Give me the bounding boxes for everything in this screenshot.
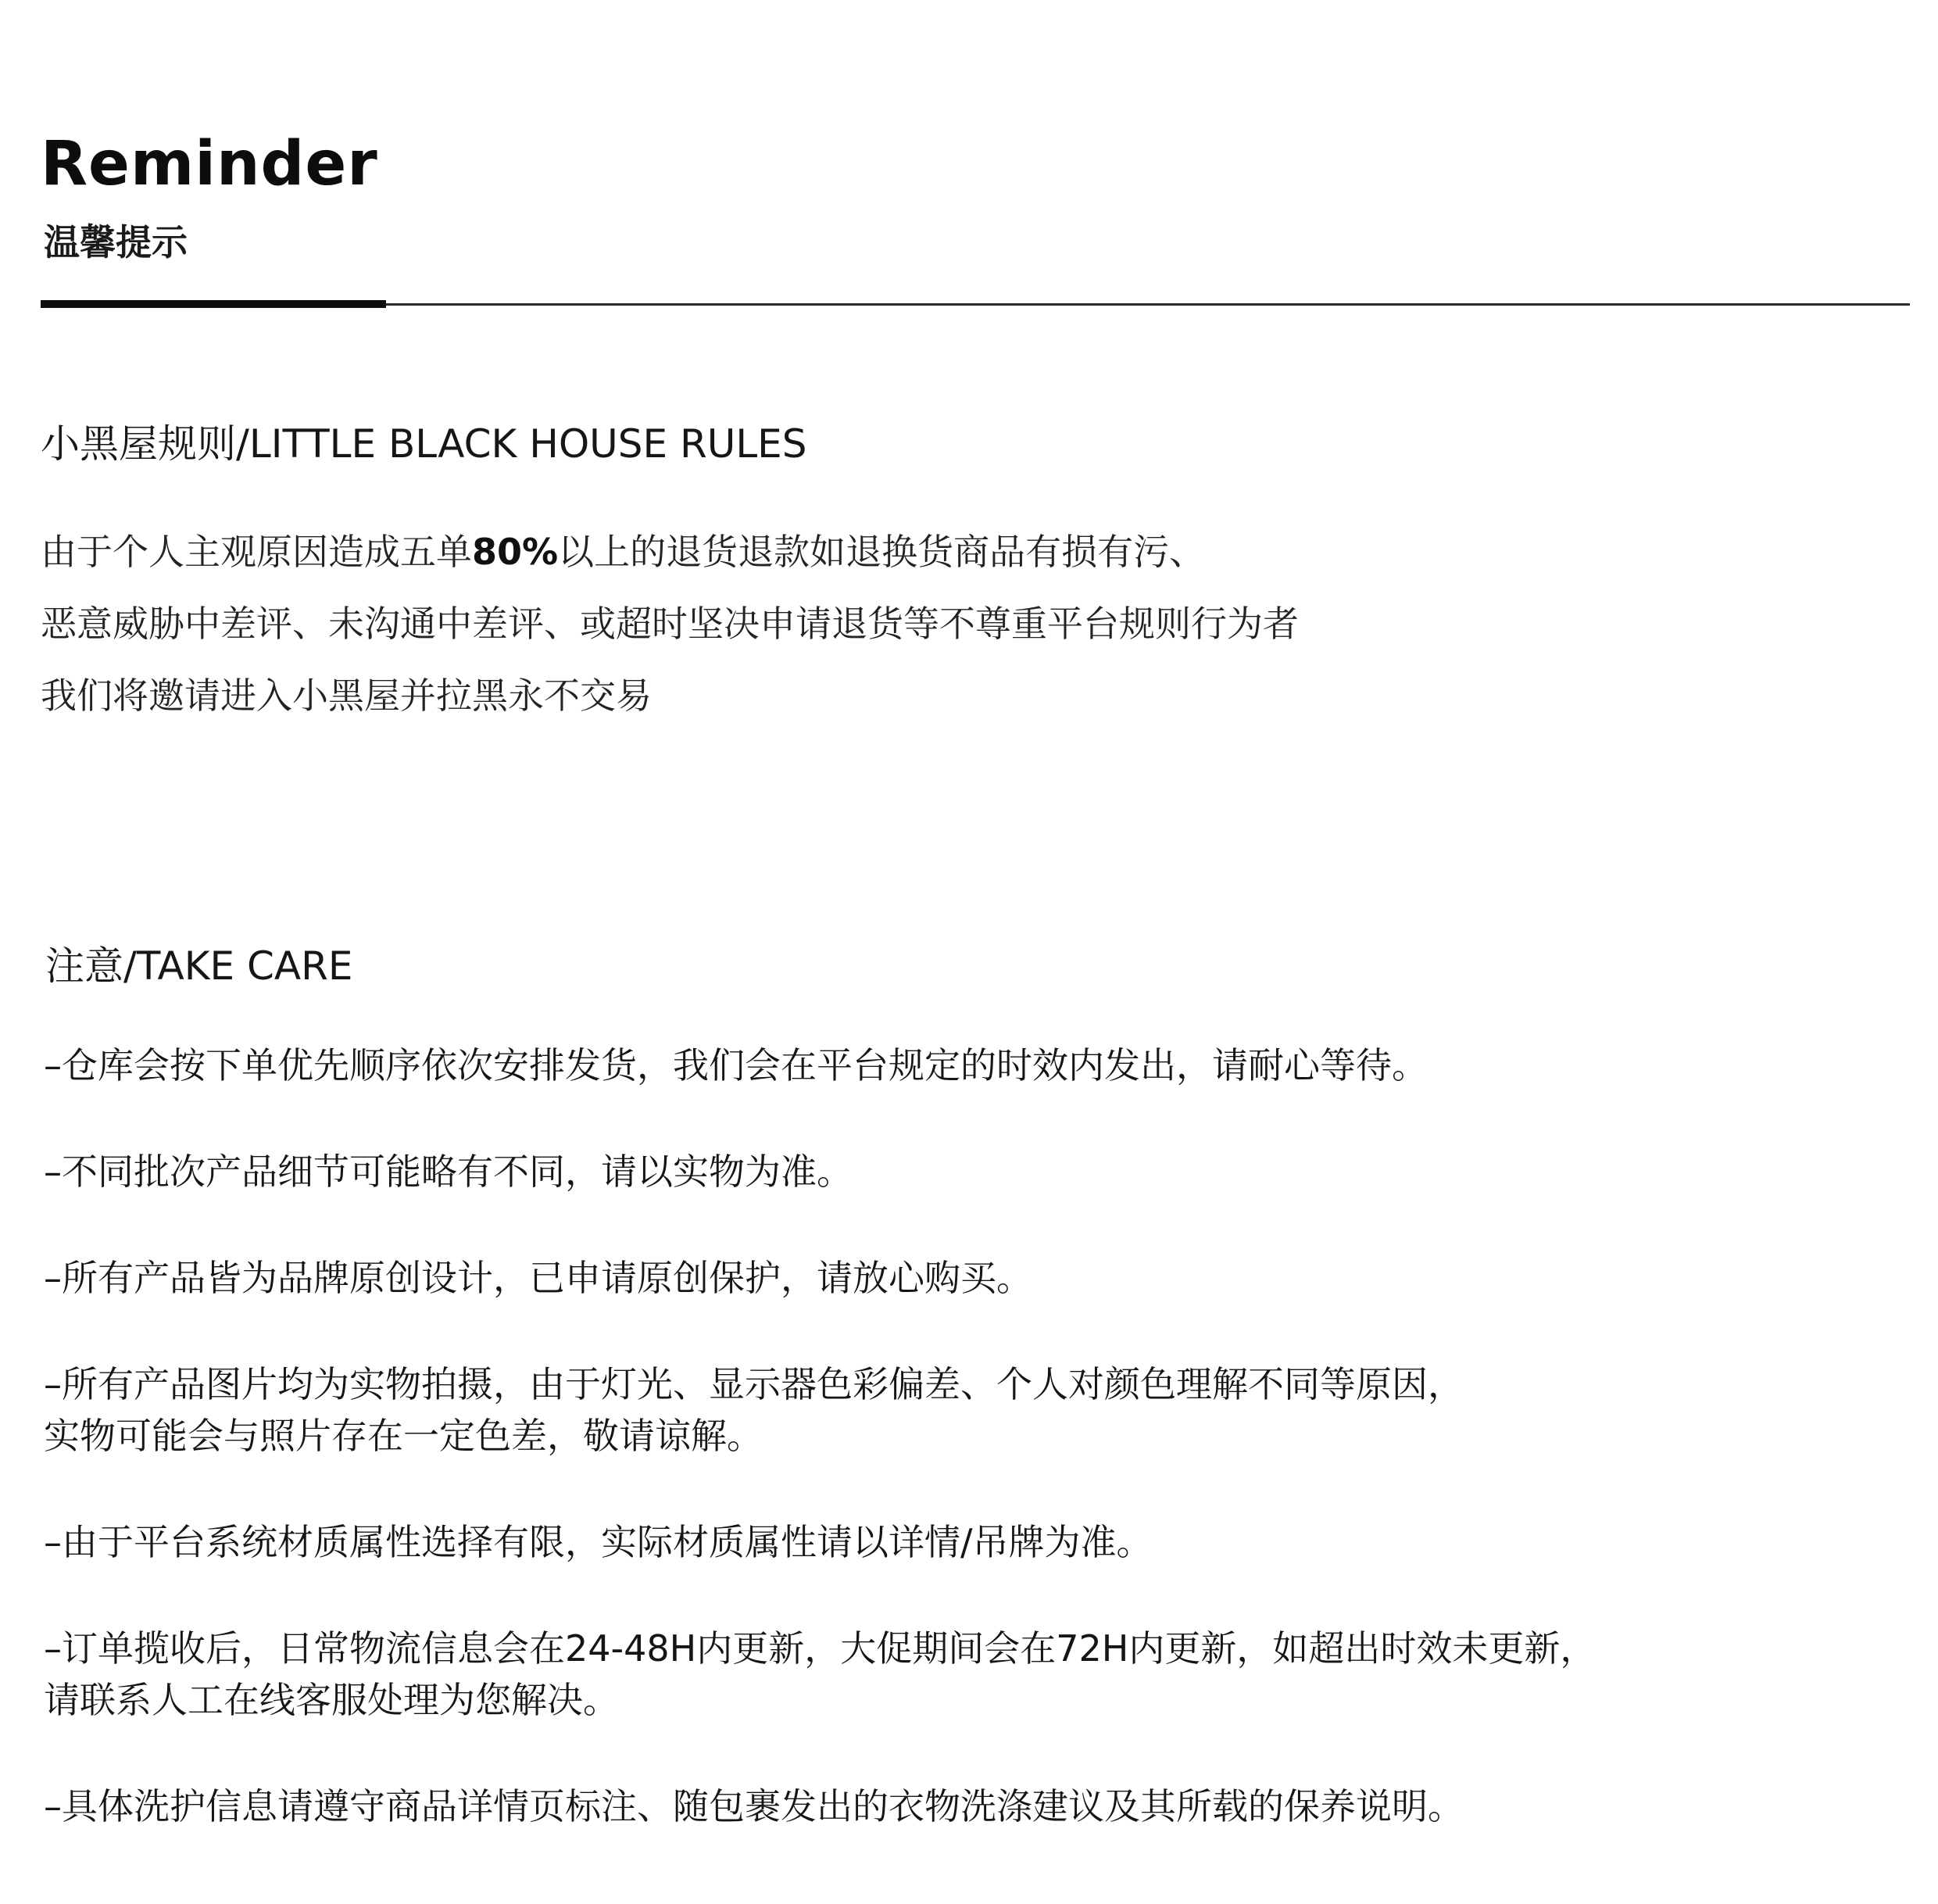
rules-heading: 小黑屋规则/LITTLE BLACK HOUSE RULES [41,421,807,467]
care-heading: 注意/TAKE CARE [45,943,353,989]
rules-line: 恶意威胁中差评、未沟通中差评、或超时坚决申请退货等不尊重平台规则行为者 [41,603,1299,645]
care-item [44,1358,1596,1462]
care-item [44,1146,1596,1197]
care-item-text: 请联系人工在线客服处理为您解决。 [44,1679,619,1721]
care-item [44,1252,1596,1304]
care-item [44,1781,1596,1832]
rules-line [41,516,1299,588]
care-item-text: –所有产品图片均为实物拍摄，由于灯光、显示器色彩偏差、个人对颜色理解不同等原因， [44,1363,1464,1405]
care-item-text: –由于平台系统材质属性选择有限，实际材质属性请以详情/吊牌为准。 [44,1521,1153,1563]
care-item [44,1623,1596,1726]
care-item-text: –不同批次产品细节可能略有不同，请以实物为准。 [44,1151,853,1193]
rules-line-text: 以上的退货退款如退换货商品有损有污、 [558,531,1206,573]
care-item-text: –具体洗护信息请遵守商品详情页标注、随包裹发出的衣物洗涤建议及其所载的保养说明。 [44,1785,1464,1827]
rules-line-text: 由于个人主观原因造成五单 [41,531,472,573]
page-subtitle: 温馨提示 [44,221,188,263]
care-item-text: –所有产品皆为品牌原创设计，已申请原创保护，请放心购买。 [44,1257,1032,1299]
header-divider-accent [41,300,386,308]
care-list [44,1040,1596,1887]
rules-line: 我们将邀请进入小黑屋并拉黑永不交易 [41,675,652,717]
rules-percentage: 80% [472,531,559,573]
care-item [44,1040,1596,1091]
page-title: Reminder [41,129,378,199]
care-item-text: –仓库会按下单优先顺序依次安排发货，我们会在平台规定的时效内发出，请耐心等待。 [44,1044,1428,1086]
care-item-text: 实物可能会与照片存在一定色差，敬请谅解。 [44,1415,763,1457]
rules-body [41,516,1299,732]
care-item-text: –订单揽收后，日常物流信息会在24-48H内更新，大促期间会在72H内更新，如超出时效未更新， [44,1627,1597,1670]
care-item [44,1516,1596,1568]
